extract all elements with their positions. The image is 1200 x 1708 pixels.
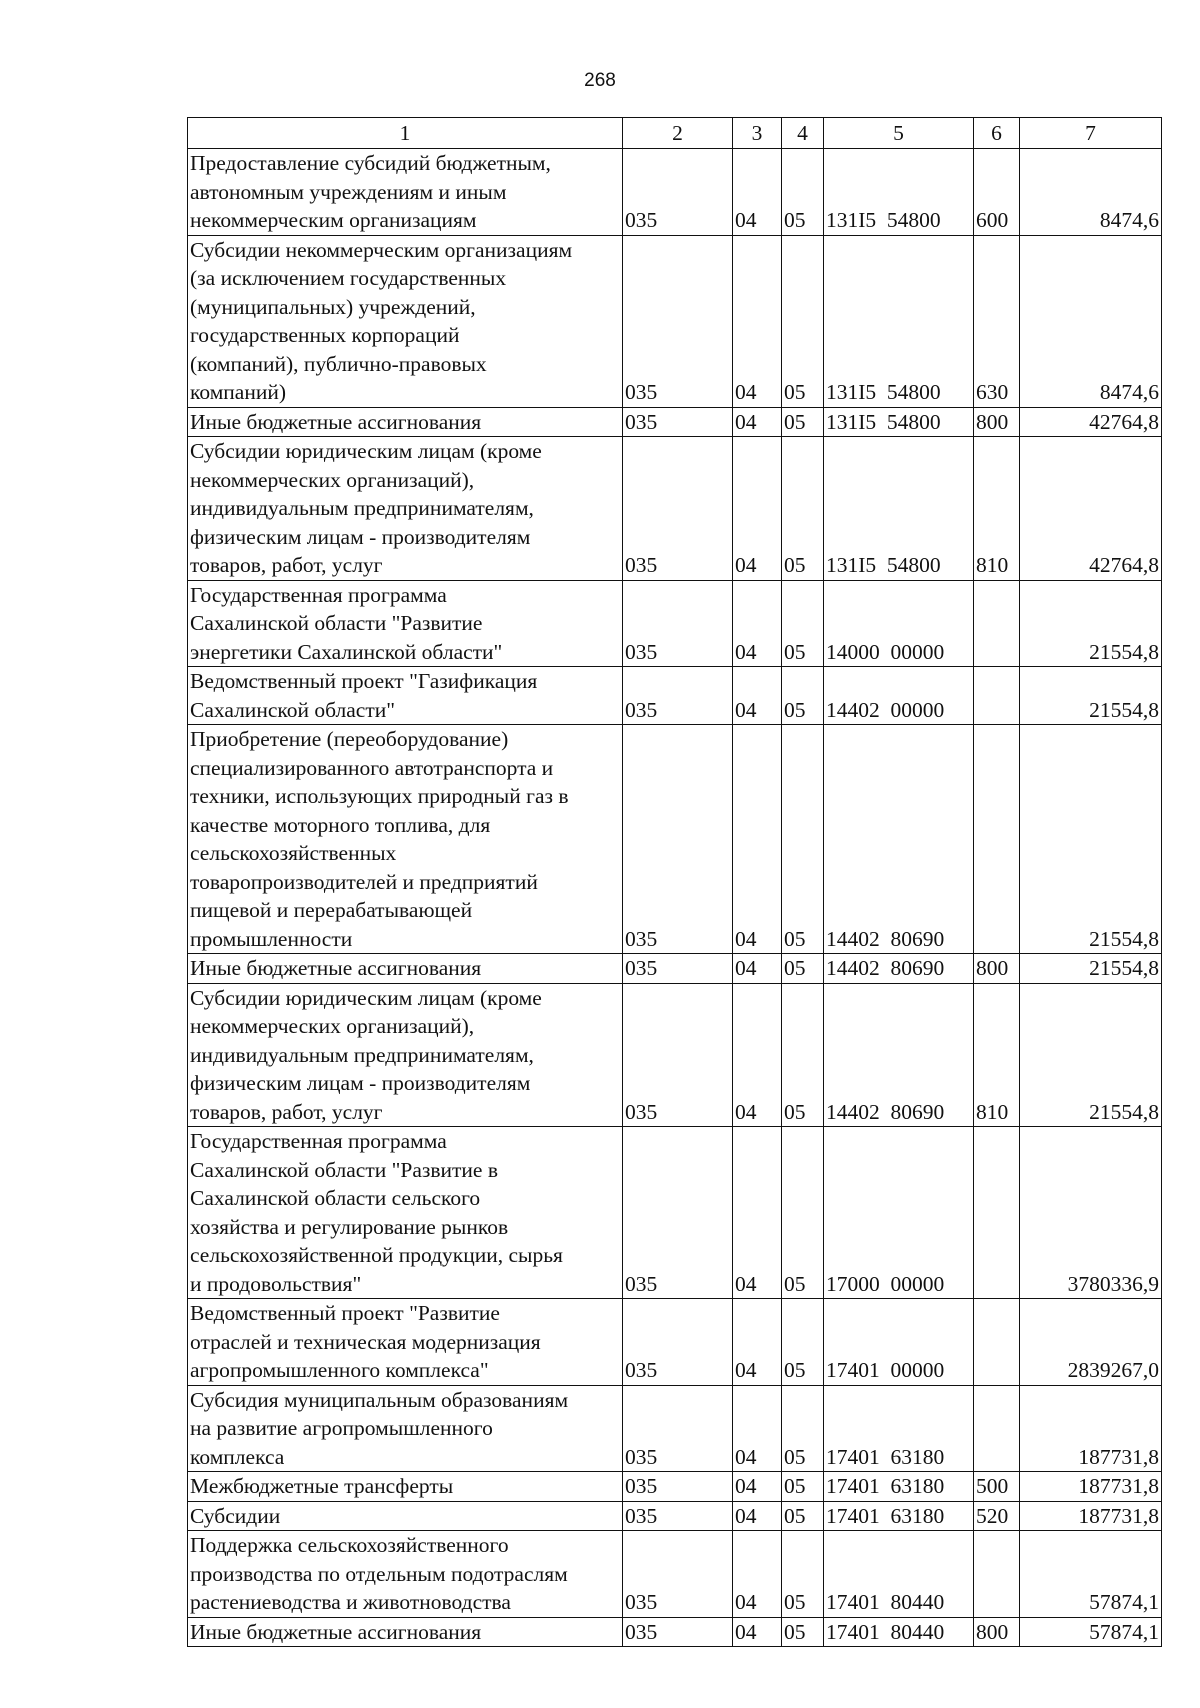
subsection-cell: 05 (782, 983, 824, 1127)
amount-cell: 8474,6 (1020, 149, 1162, 236)
row-name-cell: Субсидия муниципальным образованиям на развитие агропромышленного комплекса (188, 1385, 623, 1472)
amount-cell: 21554,8 (1020, 954, 1162, 984)
expense-type-cell (974, 1531, 1020, 1618)
table-row (188, 1299, 1162, 1386)
admin-code-cell: 035 (623, 667, 733, 725)
column-header: 4 (782, 118, 824, 149)
row-name-cell: Иные бюджетные ассигнования (188, 407, 623, 437)
admin-code-cell: 035 (623, 1472, 733, 1502)
subsection-cell: 05 (782, 725, 824, 954)
subsection-cell: 05 (782, 667, 824, 725)
expense-type-cell: 520 (974, 1501, 1020, 1531)
target-article-cell: 17401 80440 (824, 1531, 974, 1618)
amount-cell: 187731,8 (1020, 1472, 1162, 1502)
section-cell: 04 (733, 437, 782, 581)
target-article-cell: 14402 00000 (824, 667, 974, 725)
expense-type-cell: 800 (974, 954, 1020, 984)
budget-table (187, 117, 1162, 1647)
subsection-cell: 05 (782, 1385, 824, 1472)
subsection-cell: 05 (782, 1299, 824, 1386)
row-name-cell: Иные бюджетные ассигнования (188, 954, 623, 984)
subsection-cell: 05 (782, 407, 824, 437)
amount-cell: 42764,8 (1020, 407, 1162, 437)
row-name-cell: Субсидии юридическим лицам (кроме некоммерческих организаций), индивидуальным предпринимателям, физическим лицам - производителям товаров, работ, услуг (188, 983, 623, 1127)
admin-code-cell: 035 (623, 1531, 733, 1618)
admin-code-cell: 035 (623, 1617, 733, 1647)
table-row (188, 407, 1162, 437)
section-cell: 04 (733, 725, 782, 954)
row-name-cell: Государственная программа Сахалинской области "Развитие энергетики Сахалинской области" (188, 580, 623, 667)
column-header: 3 (733, 118, 782, 149)
target-article-cell: 17401 63180 (824, 1501, 974, 1531)
section-cell: 04 (733, 1385, 782, 1472)
subsection-cell: 05 (782, 954, 824, 984)
subsection-cell: 05 (782, 1501, 824, 1531)
amount-cell: 187731,8 (1020, 1385, 1162, 1472)
row-name-cell: Ведомственный проект "Развитие отраслей и техническая модернизация агропромышленного комплекса" (188, 1299, 623, 1386)
column-header: 7 (1020, 118, 1162, 149)
subsection-cell: 05 (782, 1531, 824, 1618)
amount-cell: 187731,8 (1020, 1501, 1162, 1531)
header-row (188, 118, 1162, 149)
admin-code-cell: 035 (623, 580, 733, 667)
subsection-cell: 05 (782, 1617, 824, 1647)
row-name-cell: Субсидии юридическим лицам (кроме некоммерческих организаций), индивидуальным предпринимателям, физическим лицам - производителям товаров, работ, услуг (188, 437, 623, 581)
subsection-cell: 05 (782, 580, 824, 667)
section-cell: 04 (733, 1127, 782, 1299)
target-article-cell: 17401 80440 (824, 1617, 974, 1647)
column-header: 1 (188, 118, 623, 149)
expense-type-cell: 600 (974, 149, 1020, 236)
row-name-cell: Субсидии некоммерческим организациям (за исключением государственных (муниципальных) учреждений, государственных корпораций (компаний), публично-правовых компаний) (188, 235, 623, 407)
subsection-cell: 05 (782, 437, 824, 581)
table-row (188, 954, 1162, 984)
admin-code-cell: 035 (623, 235, 733, 407)
row-name-cell: Субсидии (188, 1501, 623, 1531)
row-name-cell: Иные бюджетные ассигнования (188, 1617, 623, 1647)
column-header: 6 (974, 118, 1020, 149)
table-row (188, 667, 1162, 725)
admin-code-cell: 035 (623, 407, 733, 437)
section-cell: 04 (733, 667, 782, 725)
target-article-cell: 14402 80690 (824, 954, 974, 984)
target-article-cell: 17401 63180 (824, 1385, 974, 1472)
section-cell: 04 (733, 149, 782, 236)
expense-type-cell: 810 (974, 437, 1020, 581)
target-article-cell: 131I5 54800 (824, 235, 974, 407)
admin-code-cell: 035 (623, 1385, 733, 1472)
row-name-cell: Поддержка сельскохозяйственного производства по отдельным подотраслям растениеводства и животноводства (188, 1531, 623, 1618)
table-row (188, 1472, 1162, 1502)
target-article-cell: 17401 63180 (824, 1472, 974, 1502)
amount-cell: 21554,8 (1020, 667, 1162, 725)
row-name-cell: Предоставление субсидий бюджетным, автономным учреждениям и иным некоммерческим организациям (188, 149, 623, 236)
table-row (188, 725, 1162, 954)
section-cell: 04 (733, 1531, 782, 1618)
row-name-cell: Межбюджетные трансферты (188, 1472, 623, 1502)
expense-type-cell (974, 725, 1020, 954)
target-article-cell: 14000 00000 (824, 580, 974, 667)
amount-cell: 21554,8 (1020, 580, 1162, 667)
admin-code-cell: 035 (623, 437, 733, 581)
amount-cell: 8474,6 (1020, 235, 1162, 407)
target-article-cell: 14402 80690 (824, 725, 974, 954)
amount-cell: 21554,8 (1020, 983, 1162, 1127)
subsection-cell: 05 (782, 235, 824, 407)
table-row (188, 580, 1162, 667)
section-cell: 04 (733, 1617, 782, 1647)
section-cell: 04 (733, 1501, 782, 1531)
admin-code-cell: 035 (623, 954, 733, 984)
expense-type-cell (974, 580, 1020, 667)
target-article-cell: 14402 80690 (824, 983, 974, 1127)
expense-type-cell (974, 667, 1020, 725)
subsection-cell: 05 (782, 1127, 824, 1299)
table-row (188, 149, 1162, 236)
page-number: 268 (584, 70, 616, 91)
section-cell: 04 (733, 1472, 782, 1502)
amount-cell: 21554,8 (1020, 725, 1162, 954)
row-name-cell: Ведомственный проект "Газификация Сахалинской области" (188, 667, 623, 725)
section-cell: 04 (733, 580, 782, 667)
expense-type-cell (974, 1299, 1020, 1386)
expense-type-cell: 810 (974, 983, 1020, 1127)
subsection-cell: 05 (782, 1472, 824, 1502)
section-cell: 04 (733, 235, 782, 407)
expense-type-cell (974, 1127, 1020, 1299)
target-article-cell: 131I5 54800 (824, 149, 974, 236)
table-row (188, 1385, 1162, 1472)
section-cell: 04 (733, 407, 782, 437)
expense-type-cell: 500 (974, 1472, 1020, 1502)
target-article-cell: 131I5 54800 (824, 437, 974, 581)
column-header: 2 (623, 118, 733, 149)
admin-code-cell: 035 (623, 983, 733, 1127)
amount-cell: 57874,1 (1020, 1617, 1162, 1647)
admin-code-cell: 035 (623, 1501, 733, 1531)
section-cell: 04 (733, 1299, 782, 1386)
expense-type-cell (974, 1385, 1020, 1472)
expense-type-cell: 800 (974, 1617, 1020, 1647)
table-row (188, 983, 1162, 1127)
table-row (188, 235, 1162, 407)
target-article-cell: 17000 00000 (824, 1127, 974, 1299)
expense-type-cell: 800 (974, 407, 1020, 437)
table-row (188, 437, 1162, 581)
table-body (188, 149, 1162, 1647)
target-article-cell: 17401 00000 (824, 1299, 974, 1386)
column-header: 5 (824, 118, 974, 149)
section-cell: 04 (733, 954, 782, 984)
amount-cell: 2839267,0 (1020, 1299, 1162, 1386)
row-name-cell: Приобретение (переоборудование) специализированного автотранспорта и техники, использующих природный газ в качестве моторного топлива, для сельскохозяйственных товаропроизводителей и предприятий пищевой и перерабатывающей промышленности (188, 725, 623, 954)
row-name-cell: Государственная программа Сахалинской области "Развитие в Сахалинской области сельского хозяйства и регулирование рынков сельскохозяйственной продукции, сырья и продовольствия" (188, 1127, 623, 1299)
subsection-cell: 05 (782, 149, 824, 236)
expense-type-cell: 630 (974, 235, 1020, 407)
amount-cell: 57874,1 (1020, 1531, 1162, 1618)
amount-cell: 3780336,9 (1020, 1127, 1162, 1299)
admin-code-cell: 035 (623, 149, 733, 236)
admin-code-cell: 035 (623, 1299, 733, 1386)
table-row (188, 1127, 1162, 1299)
table-row (188, 1501, 1162, 1531)
admin-code-cell: 035 (623, 1127, 733, 1299)
amount-cell: 42764,8 (1020, 437, 1162, 581)
admin-code-cell: 035 (623, 725, 733, 954)
table-row (188, 1617, 1162, 1647)
table-row (188, 1531, 1162, 1618)
section-cell: 04 (733, 983, 782, 1127)
target-article-cell: 131I5 54800 (824, 407, 974, 437)
